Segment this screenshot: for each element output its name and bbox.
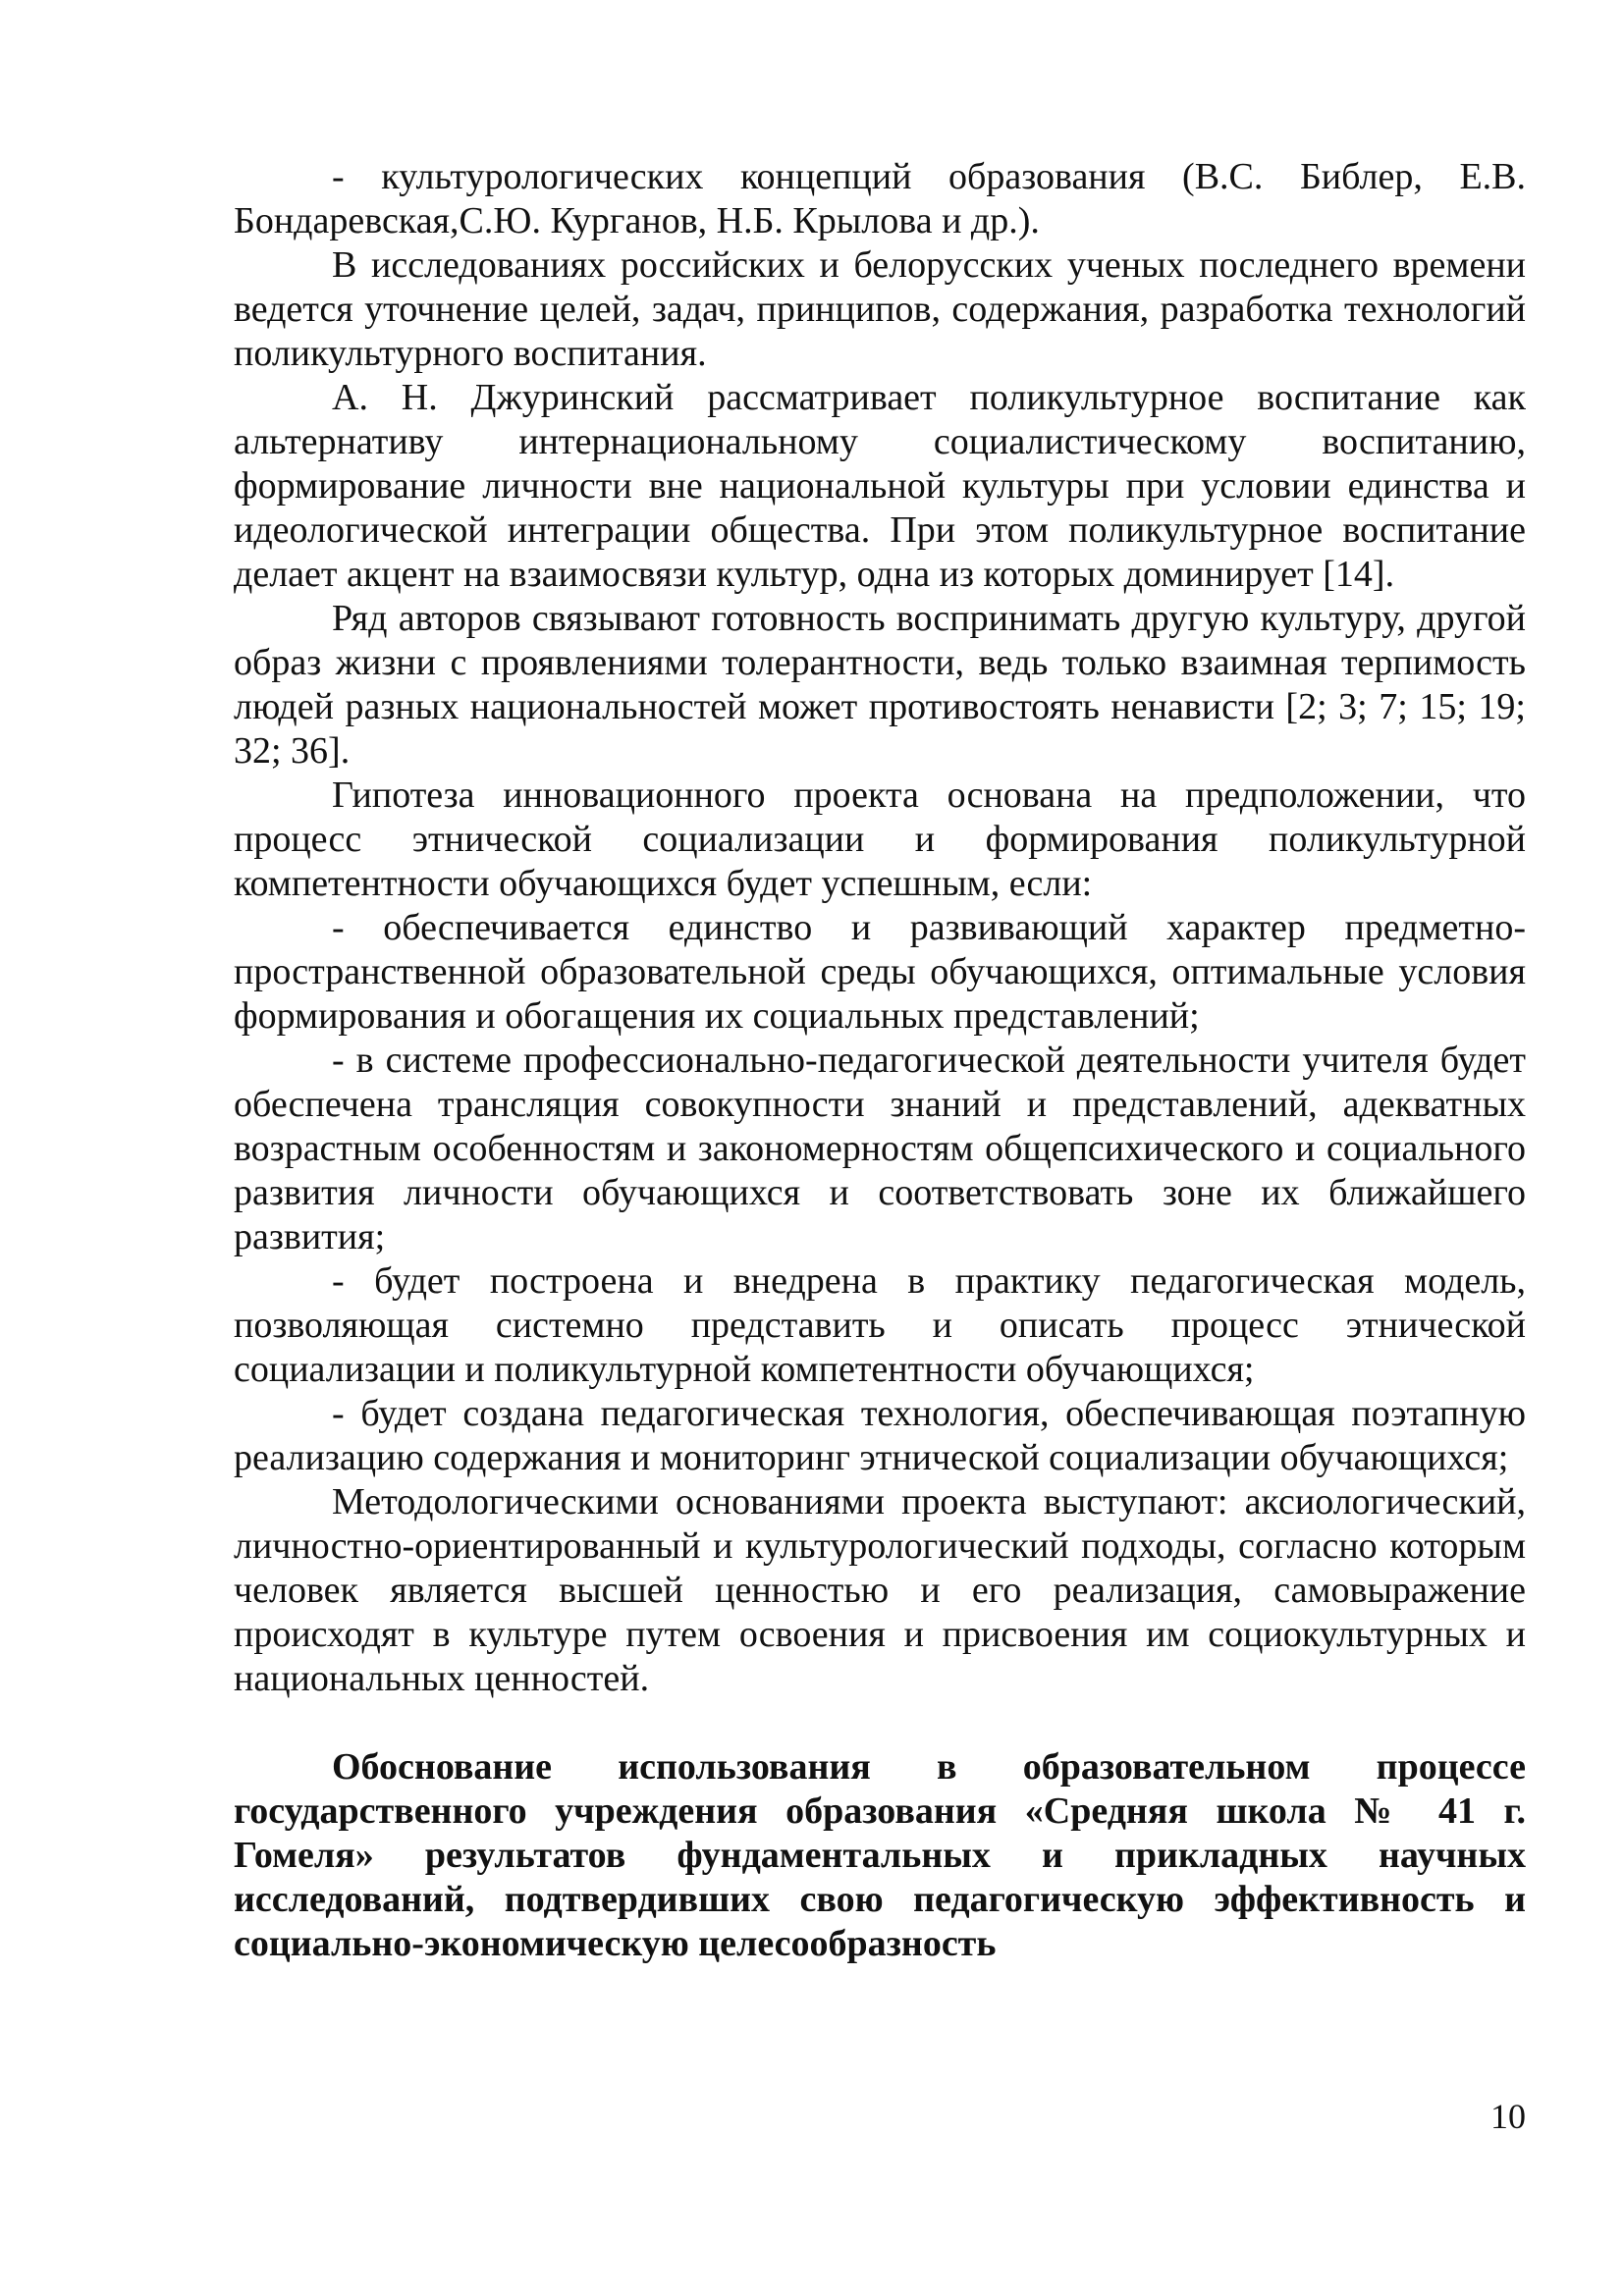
paragraph-7: - в системе профессионально-педагогической деятельности учителя будет обеспечена трансляция совокупности знаний и представлений, адекватных возрастным особенностям и закономерностям общепсихического и социального развития личности обучающихся и соответствовать зоне их ближайшего развития; (234, 1040, 1526, 1257)
document-page (234, 155, 1526, 1966)
paragraph-1: - культурологических концепций образования (В.С. Библер, Е.В. Бондаревская,С.Ю. Курганов, Н.Б. Крылова и др.). (234, 156, 1526, 241)
section-heading: Обоснование использования в образовательном процессе государственного учреждения образования «Средняя школа № 41 г. Гомеля» результатов фундаментальных и прикладных научных исследований, подтвердивших свою педагогическую эффективность и социально-экономическую целесообразность (234, 1746, 1526, 1964)
paragraph-8: - будет построена и внедрена в практику педагогическая модель, позволяющая системно представить и описать процесс этнической социализации и поликультурной компетентности обучающихся; (234, 1260, 1526, 1390)
paragraph-2: В исследованиях российских и белорусских ученых последнего времени ведется уточнение целей, задач, принципов, содержания, разработка технологий поликультурного воспитания. (234, 244, 1526, 374)
paragraph-6: - обеспечивается единство и развивающий характер предметно-пространственной образовательной среды обучающихся, оптимальные условия формирования и обогащения их социальных представлений; (234, 907, 1526, 1037)
paragraph-3: А. Н. Джуринский рассматривает поликультурное воспитание как альтернативу интернациональному социалистическому воспитанию, формирование личности вне национальной культуры при условии единства и идеологической интеграции общества. При этом поликультурное воспитание делает акцент на взаимосвязи культур, одна из которых доминирует [14]. (234, 377, 1526, 595)
paragraph-4: Ряд авторов связывают готовность воспринимать другую культуру, другой образ жизни с проявлениями толерантности, ведь только взаимная терпимость людей разных национальностей может противостоять ненависти [2; 3; 7; 15; 19; 32; 36]. (234, 598, 1526, 772)
paragraph-10: Методологическими основаниями проекта выступают: аксиологический, личностно-ориентированный и культурологический подходы, согласно которым человек является высшей ценностью и его реализация, самовыражение происходят в культуре путем освоения и присвоения им социокультурных и национальных ценностей. (234, 1481, 1526, 1699)
page-number: 10 (1490, 2097, 1526, 2136)
paragraph-5: Гипотеза инновационного проекта основана на предположении, что процесс этнической социализации и формирования поликультурной компетентности обучающихся будет успешным, если: (234, 774, 1526, 904)
paragraph-9: - будет создана педагогическая технология, обеспечивающая поэтапную реализацию содержания и мониторинг этнической социализации обучающихся; (234, 1393, 1526, 1478)
